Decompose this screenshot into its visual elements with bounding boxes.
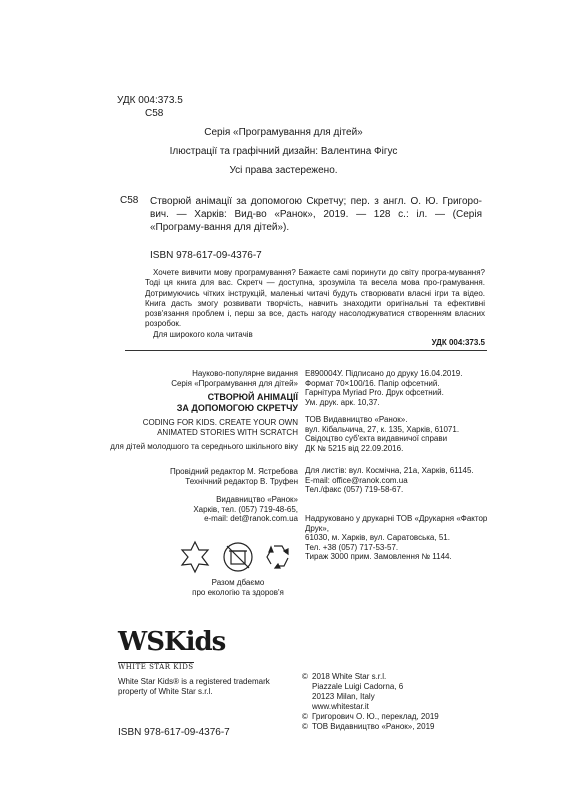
abstract-text: Хочете вивчити мову програмування? Бажаєте самі поринути до світу програ-мування? Тоді ця книга для вас. Скретч — доступна, зрозуміла та весела мова про-грамування. Дотримуючись чітких інструкцій, маленькі читачі будуть створювати власні ігри та відео. Книга дасть змогу розвивати творчість, навчить знаходити оригінальні та ефективні розв'язання проблем і, перш за все, дасть нагоду насолоджуватися створенням власних розробок.: [145, 268, 485, 329]
copyright-block: [302, 672, 492, 732]
publishing-house: [305, 415, 490, 453]
printed-line: 61030, м. Харків, вул. Саратовська, 51.: [305, 533, 450, 543]
tm-line: property of White Star s.r.l.: [118, 687, 213, 696]
logo-subtitle: WHITE STAR KIDS: [118, 663, 194, 671]
age-group: для дітей молодшого та середнього шкільного віку: [110, 442, 298, 451]
pubhouse-line: вул. Кібальчича, 27, к. 135, Харків, 61071.: [305, 424, 460, 434]
mailing-contacts: [305, 466, 490, 495]
eco-line: Разом дбаємо: [211, 578, 265, 587]
publisher-line: Харків, тел. (057) 719-48-65,: [193, 504, 298, 514]
bib-author-mark: С58: [120, 195, 139, 206]
editor-line: Технічний редактор В. Труфен: [185, 476, 298, 486]
pubhouse-line: ДК № 5215 від 22.09.2016.: [305, 443, 404, 453]
book-title-ua: [118, 392, 298, 414]
technical-details: [305, 369, 490, 407]
copyright-entry: [302, 672, 492, 712]
eco-icons: [178, 540, 298, 574]
star-of-life-icon: [182, 542, 208, 572]
tm-line: White Star Kids® is a registered trademark: [118, 677, 270, 686]
copyright-line: Piazzale Luigi Cadorna, 6: [312, 682, 404, 691]
copyright-line: ТОВ Видавництво «Ранок», 2019: [312, 722, 435, 731]
kind-line: Серія «Програмування для дітей»: [171, 378, 298, 388]
copyright-symbol: ©: [302, 672, 308, 681]
copyright-line: www.whitestar.it: [312, 702, 369, 711]
printed-line: Надруковано у друкарні ТОВ «Друкарня «Фактор Друк»,: [305, 514, 488, 533]
isbn-main: ISBN 978-617-09-4376-7: [150, 250, 262, 261]
eco-line: про екологію та здоров'я: [192, 588, 284, 597]
udk-code: УДК 004:373.5: [117, 95, 183, 106]
tech-line: Формат 70×100/16. Папір офсетний.: [305, 378, 440, 388]
publisher-line: e-mail: det@ranok.com.ua: [204, 514, 298, 524]
orders-line: Тел./факс (057) 719-58-67.: [305, 485, 404, 495]
trademark-notice: [118, 677, 298, 697]
editors: [118, 467, 298, 486]
no-disposal-icon: [224, 543, 252, 571]
printing-house: [305, 514, 490, 562]
orders-line: E-mail: office@ranok.com.ua: [305, 475, 408, 485]
eco-caption: [178, 578, 298, 598]
divider: [125, 350, 487, 351]
white-star-kids-logo: [118, 627, 226, 671]
editor-line: Провідний редактор М. Ястребова: [169, 467, 298, 476]
book-title-en: [118, 418, 298, 438]
udk-right: УДК 004:373.5: [431, 338, 485, 347]
recycle-icon: [267, 546, 288, 568]
abstract: [145, 268, 485, 340]
series-line: Серія «Програмування для дітей»: [204, 127, 363, 138]
pubhouse-line: Свідоцтво суб'єкта видавничої справи: [305, 434, 448, 444]
title-en-line: CODING FOR KIDS. CREATE YOUR OWN: [142, 418, 298, 427]
author-mark: С58: [145, 108, 164, 119]
orders-line: Для листів: вул. Космічна, 21а, Харків, 61145.: [305, 466, 474, 475]
copyright-symbol: ©: [302, 722, 308, 731]
logo-wordmark: WSKids: [118, 627, 226, 657]
publisher-line: Видавництво «Ранок»: [216, 495, 298, 504]
printed-line: Тел. +38 (057) 717-53-57.: [305, 542, 399, 552]
copyright-symbol: ©: [302, 712, 308, 721]
isbn-bottom: ISBN 978-617-09-4376-7: [118, 727, 230, 738]
bibliographic-description: Створюй анімації за допомогою Скретчу; пер. з англ. О. Ю. Григоро-вич. — Харків: Вид-во «Ранок», 2019. — 128 с.: іл. — (Серія «Програму-вання для дітей»).: [150, 196, 482, 233]
title-ua-line: ЗА ДОПОМОГОЮ СКРЕТЧУ: [176, 403, 298, 413]
publisher-contacts: [118, 495, 298, 524]
title-ua-line: СТВОРЮЙ АНІМАЦІЇ: [207, 392, 298, 402]
publication-kind: [118, 369, 298, 388]
kind-line: Науково-популярне видання: [192, 369, 298, 378]
copyright-line: Григорович О. Ю., переклад, 2019: [312, 712, 439, 721]
copyright-line: 20123 Milan, Italy: [312, 692, 375, 701]
copyright-entry: [302, 712, 492, 722]
illustrations-credit: Ілюстрації та графічний дизайн: Валентина Фігус: [169, 146, 398, 157]
rights-notice: Усі права застережено.: [229, 165, 338, 176]
printed-line: Тираж 3000 прим. Замовлення № 1144.: [305, 552, 452, 562]
tech-line: Е890004У. Підписано до друку 16.04.2019.: [305, 369, 463, 378]
copyright-entry: [302, 722, 492, 732]
tech-line: Ум. друк. арк. 10,37.: [305, 397, 380, 407]
copyright-line: 2018 White Star s.r.l.: [312, 672, 387, 681]
tech-line: Гарнітура Myriad Pro. Друк офсетний.: [305, 388, 444, 398]
pubhouse-line: ТОВ Видавництво «Ранок».: [305, 415, 408, 424]
title-en-line: ANIMATED STORIES WITH SCRATCH: [157, 428, 298, 437]
audience: Для широкого кола читачів: [153, 329, 253, 339]
